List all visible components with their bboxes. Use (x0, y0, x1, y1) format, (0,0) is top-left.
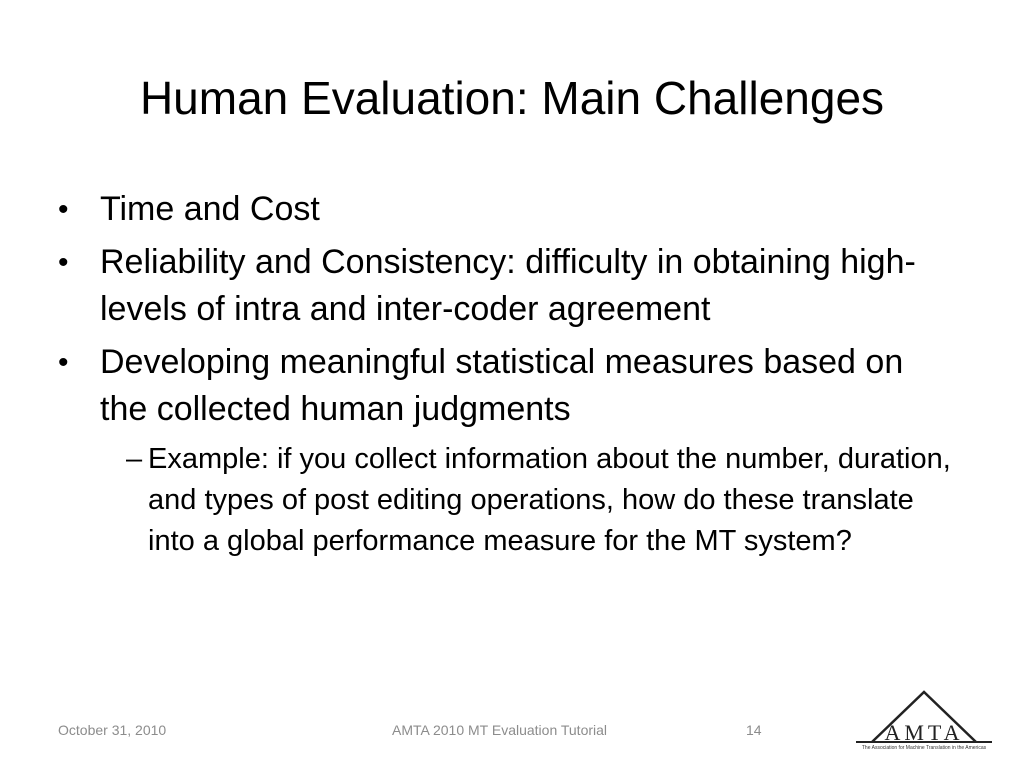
bullet-text: Reliability and Consistency: difficulty in obtaining high-levels of intra and inter-coder agreement (100, 243, 916, 328)
bullet-list (58, 186, 958, 562)
bullet-text: Time and Cost (100, 190, 320, 228)
bullet-marker: • (58, 346, 69, 379)
sub-bullet-text: Example: if you collect information about the number, duration, and types of post editing operations, how do these translate into a global performance measure for the MT system? (148, 443, 951, 557)
amta-logo (854, 686, 994, 756)
bullet-text: Developing meaningful statistical measures based on the collected human judgments (100, 343, 904, 428)
footer-date: October 31, 2010 (58, 722, 167, 738)
sub-bullet-item (126, 439, 958, 562)
bullet-marker: • (58, 246, 69, 279)
logo-text: AMTA (884, 720, 964, 745)
bullet-item (58, 239, 958, 333)
bullet-item (58, 339, 958, 433)
bullet-item (58, 186, 958, 233)
footer-title: AMTA 2010 MT Evaluation Tutorial (392, 722, 608, 738)
bullet-marker: • (58, 193, 69, 226)
sub-bullet-marker: – (126, 443, 143, 475)
logo-tagline: The Association for Machine Translation in the Americas (861, 745, 987, 751)
slide-title: Human Evaluation: Main Challenges (139, 72, 885, 124)
page-number: 14 (746, 722, 762, 738)
